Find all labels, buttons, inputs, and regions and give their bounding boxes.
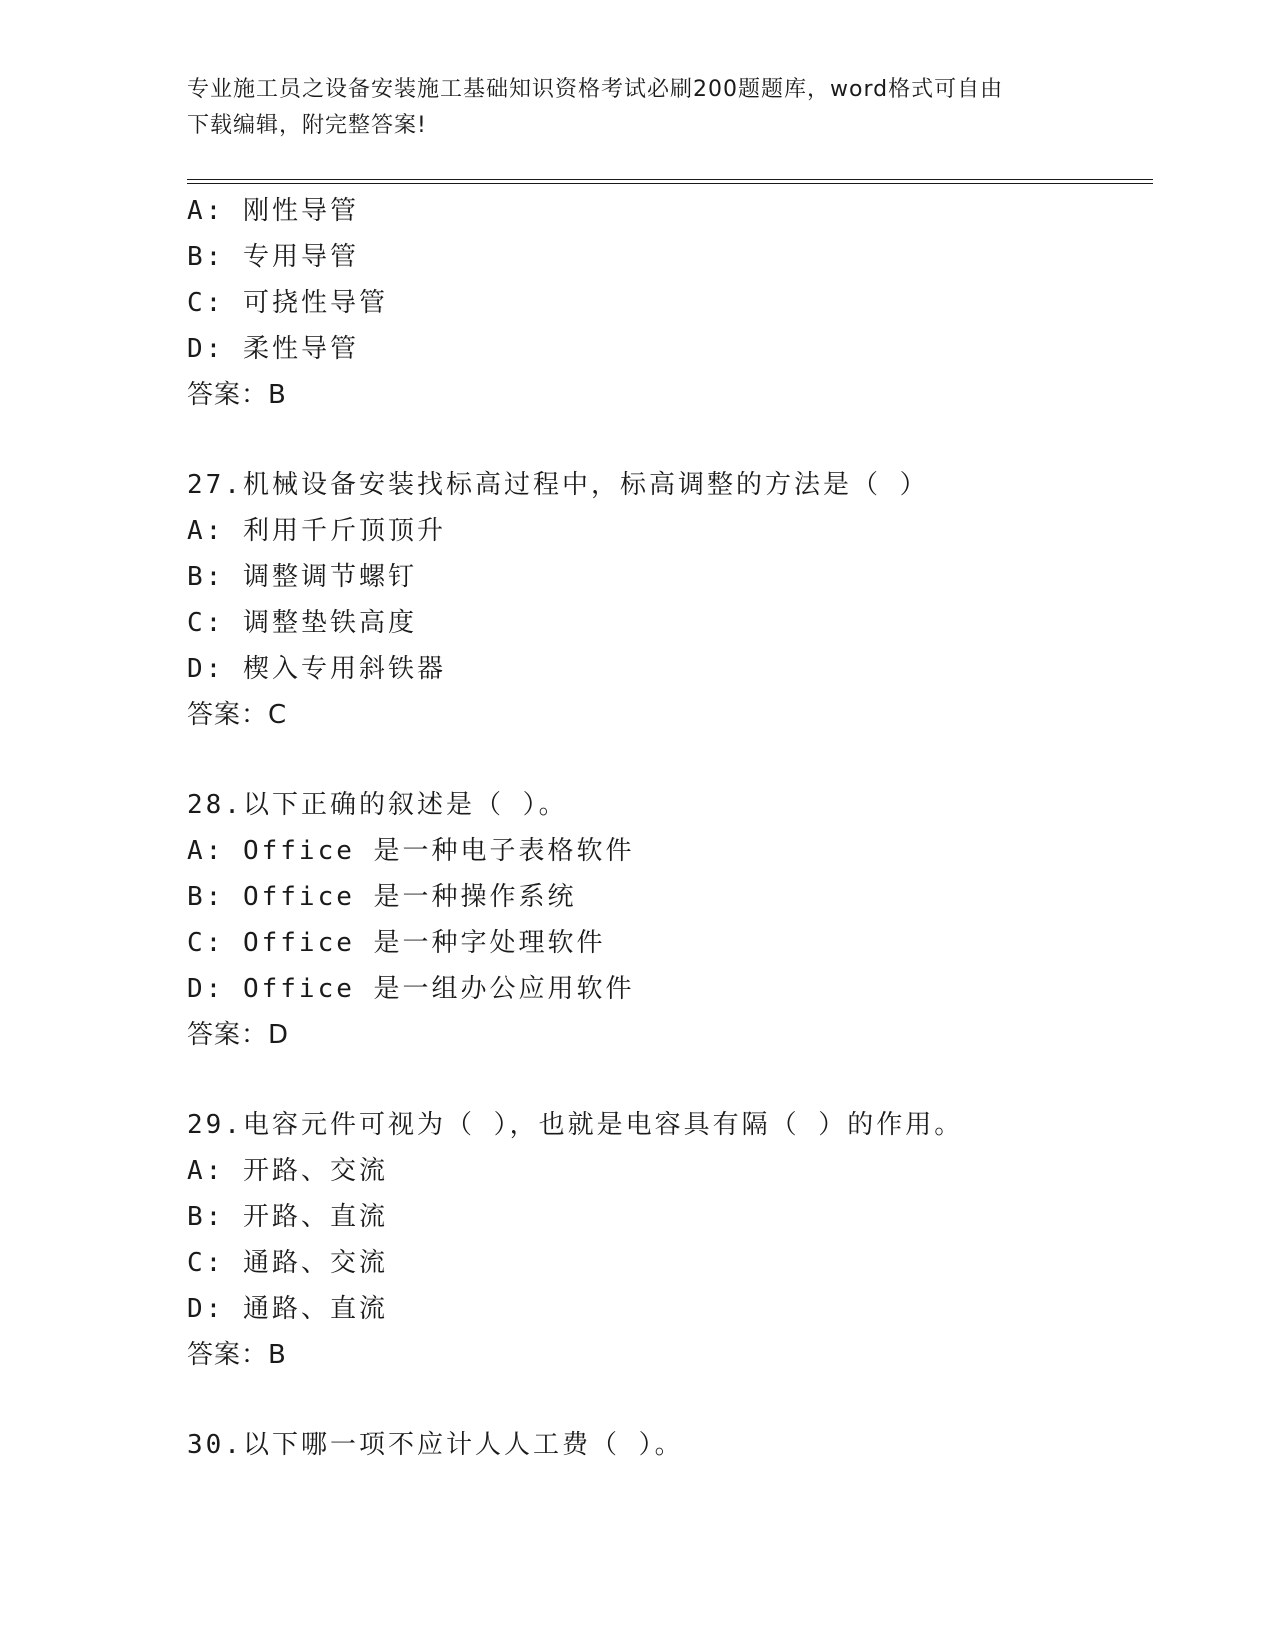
option-a: A: Office 是一种电子表格软件 [187,836,635,866]
header-divider-top [187,179,1153,180]
option-b: B: 专用导管 [187,242,359,272]
option-d: D: 楔入专用斜铁器 [187,654,446,684]
question-27 [187,462,1153,738]
option-c: C: Office 是一种字处理软件 [187,928,606,958]
question-28 [187,782,1153,1058]
option-c: C: 通路、交流 [187,1248,388,1278]
question-26 [187,188,1153,418]
question-list [187,188,1153,1468]
question-29 [187,1102,1153,1378]
header-title-line-2: 下载编辑，附完整答案! [187,113,427,138]
question-text: 30.以下哪一项不应计人人工费（ ）。 [187,1430,684,1460]
option-b: B: Office 是一种操作系统 [187,882,577,912]
answer-line: 答案：B [187,1340,287,1370]
document-header [187,72,1087,144]
option-a: A: 利用千斤顶顶升 [187,516,446,546]
header-divider-bottom [187,183,1153,184]
answer-line: 答案：D [187,1020,290,1050]
option-c: C: 调整垫铁高度 [187,608,417,638]
option-b: B: 开路、直流 [187,1202,388,1232]
answer-line: 答案：C [187,700,288,730]
option-b: B: 调整调节螺钉 [187,562,417,592]
answer-line: 答案：B [187,380,287,410]
option-d: D: 柔性导管 [187,334,359,364]
option-d: D: 通路、直流 [187,1294,388,1324]
question-text: 27.机械设备安装找标高过程中，标高调整的方法是（ ） [187,470,929,500]
option-d: D: Office 是一组办公应用软件 [187,974,635,1004]
question-text: 29.电容元件可视为（ ），也就是电容具有隔（ ）的作用。 [187,1110,964,1140]
option-a: A: 刚性导管 [187,196,359,226]
option-a: A: 开路、交流 [187,1156,388,1186]
question-30 [187,1422,1153,1468]
header-title-line-1: 专业施工员之设备安装施工基础知识资格考试必刷200题题库，word格式可自由 [187,77,1004,102]
option-c: C: 可挠性导管 [187,288,388,318]
question-text: 28.以下正确的叙述是（ ）。 [187,790,568,820]
